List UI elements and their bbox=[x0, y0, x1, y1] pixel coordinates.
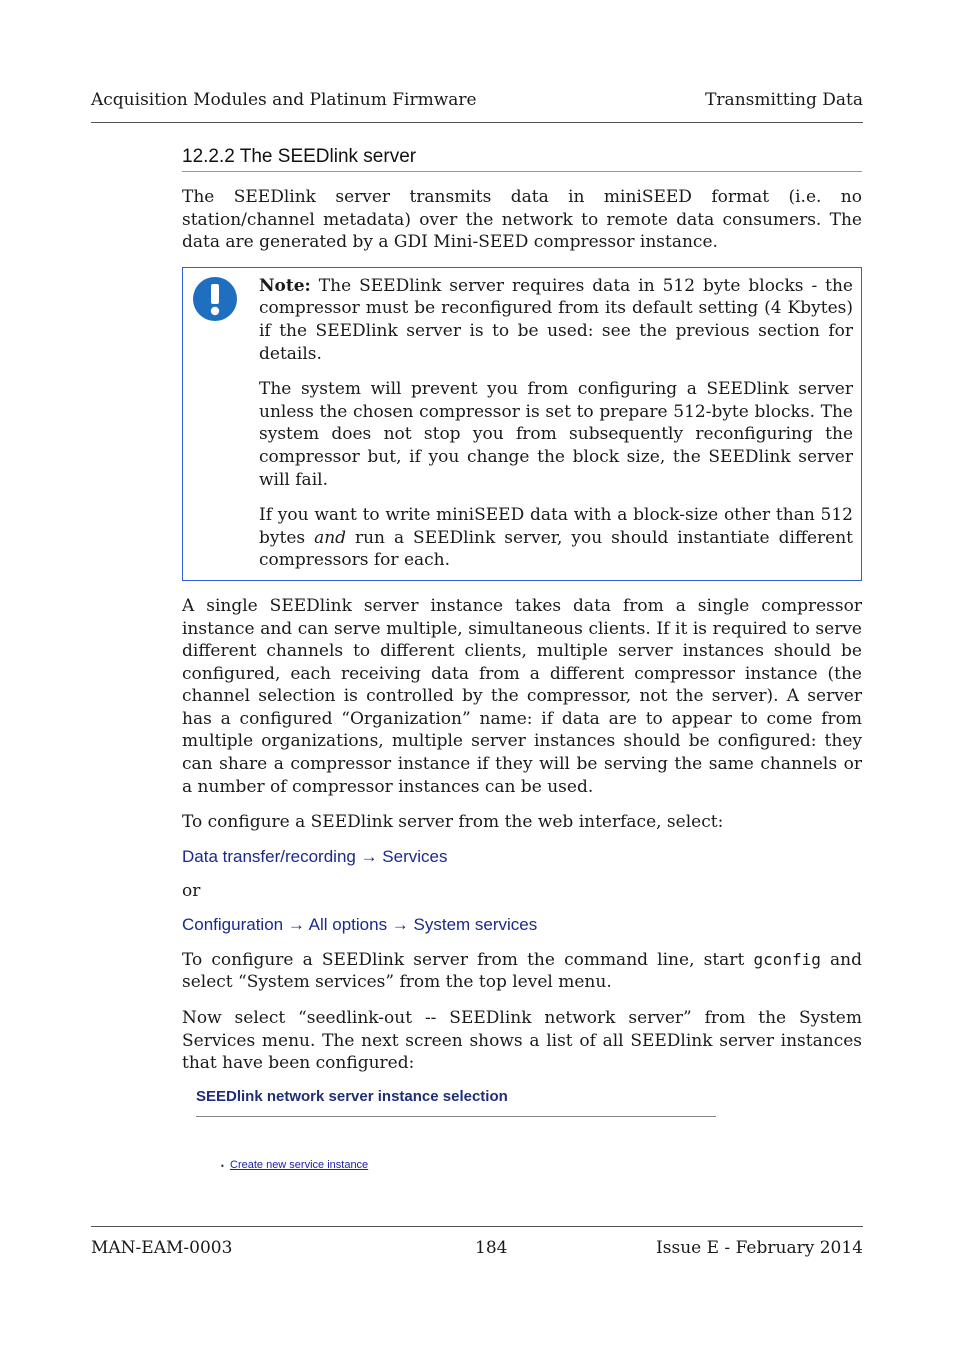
note-paragraph-2: The system will prevent you from configuring a SEEDlink server unless the chosen compressor is set to prepare 512-byte blocks. The system does not stop you from subsequently reconfiguring the compressor but, if you change the block size, the SEEDlink server will fail. bbox=[259, 379, 853, 490]
note-text-3a: If you want to write miniSEED data with a block-size other than 512 bytes bbox=[259, 505, 853, 548]
web-config-paragraph: To configure a SEEDlink server from the web interface, select: bbox=[182, 812, 724, 833]
screenshot-title: SEEDlink network server instance selection bbox=[196, 1087, 508, 1105]
gconfig-command: gconfig bbox=[753, 949, 821, 969]
instances-paragraph: A single SEEDlink server instance takes data from a single compressor instance and can serve multiple, simultaneous clients. If it is required to serve different channels to different clients, multiple server instances should be configured, each receiving data from a different compressor instance (the channel selection is controlled by the compressor, not the server). A server has a configured “Organization” name: if data are to appear to come from multiple organizations, multiple server instances should be configured: they can share a compressor instance if they will be serving the same channels or a number of compressor instances can be used. bbox=[182, 595, 862, 797]
or-text: or bbox=[182, 880, 201, 901]
footer-issue: Issue E - February 2014 bbox=[656, 1238, 863, 1258]
note-paragraph-1 bbox=[259, 275, 853, 365]
note-paragraph-3 bbox=[259, 504, 853, 572]
header-doc-title: Acquisition Modules and Platinum Firmware bbox=[91, 90, 477, 110]
intro-paragraph: The SEEDlink server transmits data in miniSEED format (i.e. no station/channel metadata) over the network to remote data consumers. The data are generated by a GDI Mini-SEED compressor instance. bbox=[182, 187, 862, 253]
menu-path-services: Data transfer/recording → Services bbox=[182, 846, 448, 866]
header-chapter-title: Transmitting Data bbox=[705, 90, 863, 110]
cmd-text-a: To configure a SEEDlink server from the command line, start bbox=[182, 949, 754, 970]
exclamation-circle-icon bbox=[192, 276, 238, 322]
page-header bbox=[91, 90, 863, 123]
bullet-icon: • bbox=[220, 1161, 225, 1171]
note-label: Note: bbox=[259, 275, 311, 296]
command-line-paragraph bbox=[182, 949, 862, 994]
screenshot-divider bbox=[196, 1116, 716, 1117]
select-paragraph: Now select “seedlink-out -- SEEDlink network server” from the System Services menu. The next screen shows a list of all SEEDlink server instances that have been configured: bbox=[182, 1008, 862, 1074]
section-heading: 12.2.2 The SEEDlink server bbox=[182, 146, 862, 172]
main-content bbox=[182, 146, 862, 1178]
note-emphasis: and bbox=[314, 527, 347, 548]
instance-selection-screenshot bbox=[194, 1088, 734, 1178]
create-instance-link[interactable]: Create new service instance bbox=[230, 1158, 369, 1171]
note-box bbox=[182, 267, 862, 581]
footer-page-number: 184 bbox=[475, 1238, 508, 1258]
note-text-3b: run a SEEDlink server, you should instantiate different compressors for each. bbox=[259, 527, 853, 571]
cmd-text-b: and select “System services” from the top level menu. bbox=[182, 949, 862, 993]
page-footer bbox=[91, 1226, 863, 1268]
menu-path-system-services: Configuration → All options → System services bbox=[182, 914, 538, 934]
footer-doc-id: MAN-EAM-0003 bbox=[91, 1238, 233, 1258]
note-text-1: The SEEDlink server requires data in 512 byte blocks - the compressor must be reconfigured from its default setting (4 Kbytes) if the SEEDlink server is to be used: see the previous section for details. bbox=[259, 275, 853, 364]
